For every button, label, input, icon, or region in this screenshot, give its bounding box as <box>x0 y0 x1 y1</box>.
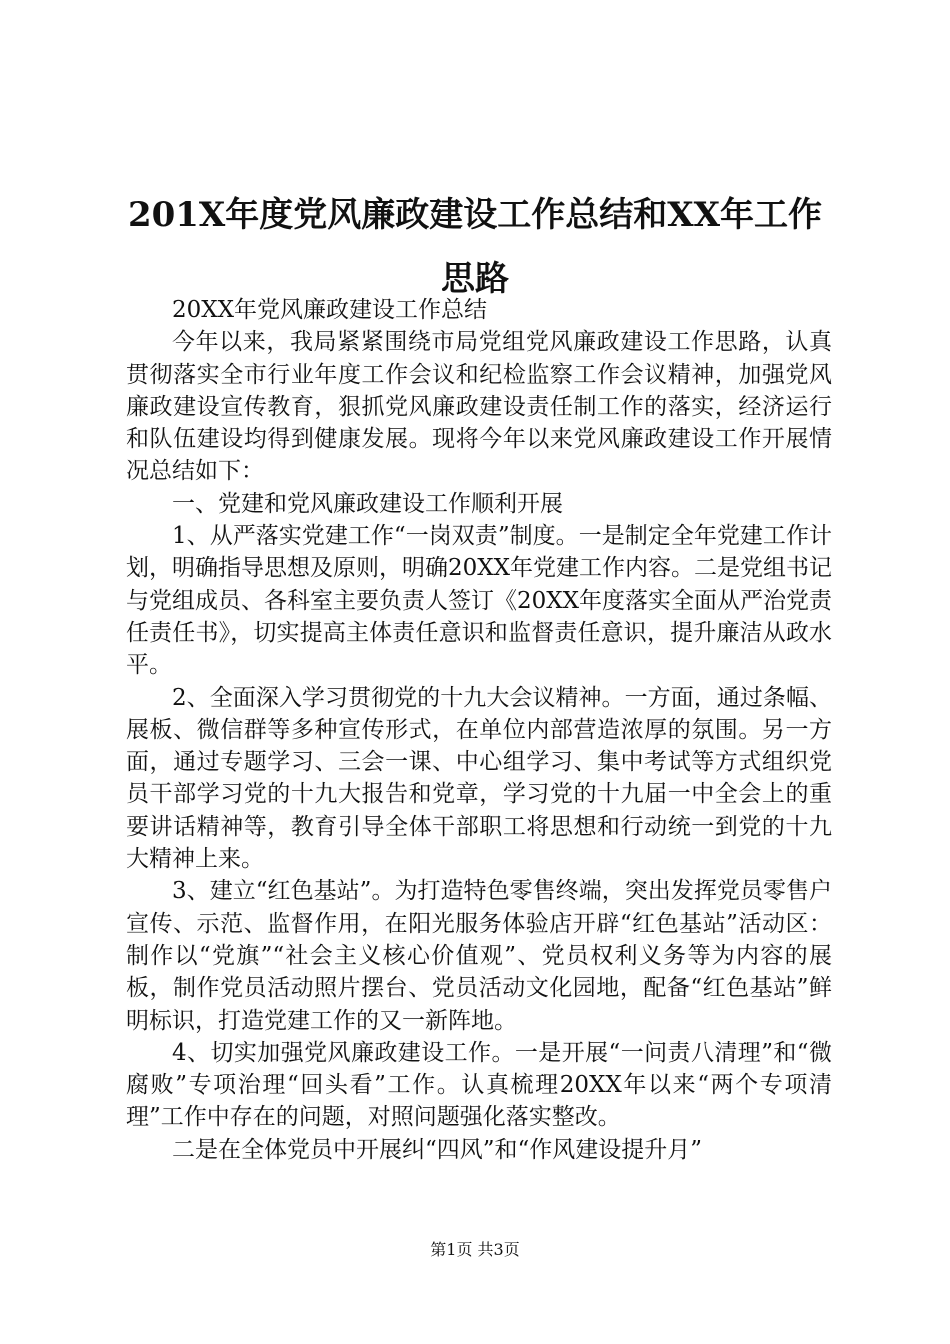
paragraph-item-3: 3、建立“红色基站”。为打造特色零售终端，突出发挥党员零售户宣传、示范、监督作用，在阳光服务体验店开辟“红色基站”活动区：制作以“党旗”“社会主义核心价值观”、党员权利义务等为内容的展板，制作党员活动照片摆台、党员活动文化园地，配备“红色基站”鲜明标识，打造党建工作的又一新阵地。 <box>126 878 832 1034</box>
document-body <box>126 294 832 1166</box>
paragraph-item-1: 1、从严落实党建工作“一岗双责”制度。一是制定全年党建工作计划，明确指导思想及原则，明确20XX年党建工作内容。二是党组书记与党组成员、各科室主要负责人签订《20XX年度落实全面从严治党责任责任书》，切实提高主体责任意识和监督责任意识，提升廉洁从政水平。 <box>126 523 833 679</box>
paragraph-intro: 今年以来，我局紧紧围绕市局党组党风廉政建设工作思路，认真贯彻落实全市行业年度工作会议和纪检监察工作会议精神，加强党风廉政建设宣传教育，狠抓党风廉政建设责任制工作的落实，经济运行和队伍建设均得到健康发展。现将今年以来党风廉政建设工作开展情况总结如下： <box>126 329 832 485</box>
page-footer: 第1页 共3页 <box>430 1240 520 1259</box>
document-title: 201X年度党风廉政建设工作总结和XX年工作思路 <box>127 195 823 299</box>
paragraph-item-4-cont: 二是在全体党员中开展纠“四风”和“作风建设提升月” <box>172 1136 703 1163</box>
paragraph-item-2: 2、全面深入学习贯彻党的十九大会议精神。一方面，通过条幅、展板、微信群等多种宣传形式，在单位内部营造浓厚的氛围。另一方面，通过专题学习、三会一课、中心组学习、集中考试等方式组织党员干部学习党的十九大报告和党章，学习党的十九届一中全会上的重要讲话精神等，教育引导全体干部职工将思想和行动统一到党的十九大精神上来。 <box>126 684 832 873</box>
paragraph-summary-heading: 20XX年党风廉政建设工作总结 <box>172 297 488 323</box>
paragraph-section-heading: 一、党建和党风廉政建设工作顺利开展 <box>172 490 563 517</box>
paragraph-item-4: 4、切实加强党风廉政建设工作。一是开展“一问责八清理”和“微腐败”专项治理“回头看”工作。认真梳理20XX年以来“两个专项清理”工作中存在的问题，对照问题强化落实整改。 <box>126 1039 832 1131</box>
